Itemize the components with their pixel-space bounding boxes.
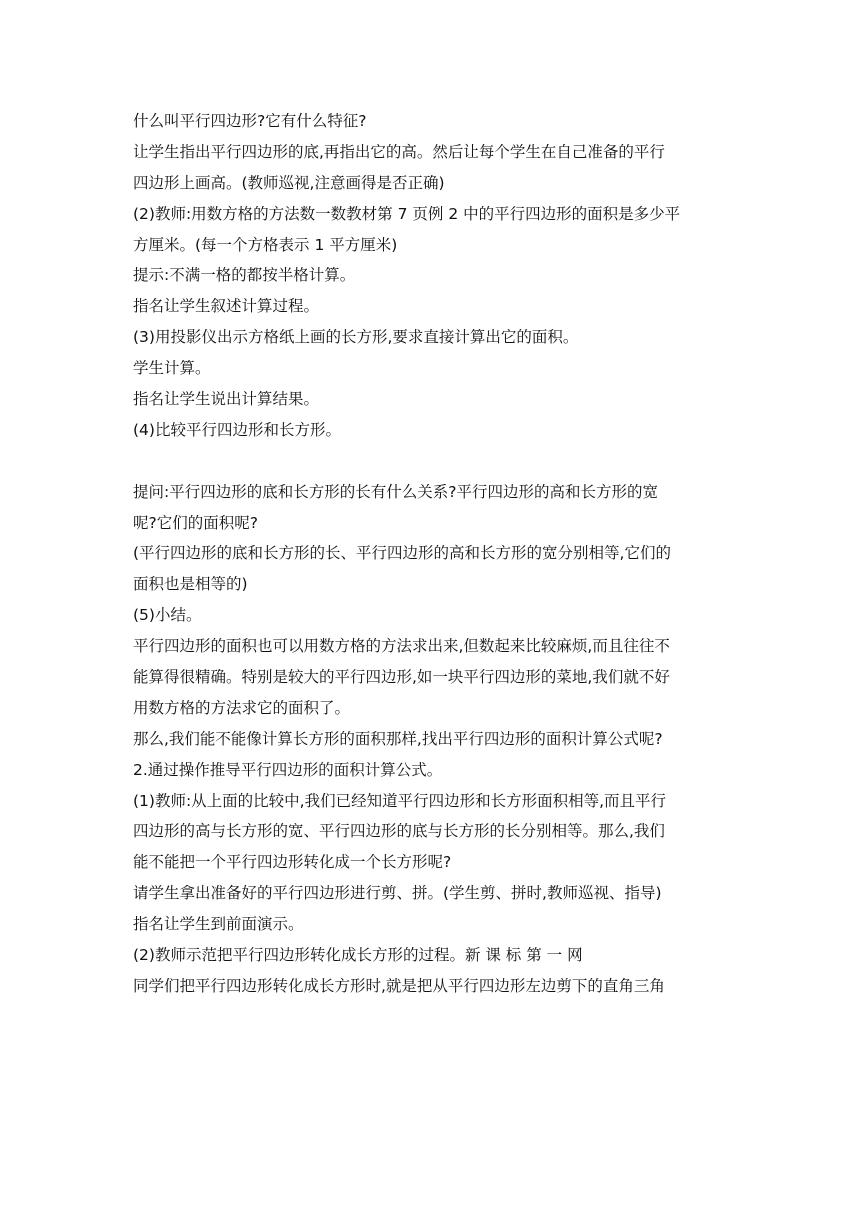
text-line: 提问:平行四边形的底和长方形的长有什么关系?平行四边形的高和长方形的宽	[133, 482, 658, 501]
text-line: 那么,我们能不能像计算长方形的面积那样,找出平行四边形的面积计算公式呢?	[133, 729, 663, 748]
text-line: 学生计算。	[133, 359, 211, 378]
text-line: 能不能把一个平行四边形转化成一个长方形呢?	[133, 853, 452, 872]
text-line: 2.通过操作推导平行四边形的面积计算公式。	[133, 760, 443, 779]
text-line: (4)比较平行四边形和长方形。	[133, 420, 341, 439]
text-line: (1)教师:从上面的比较中,我们已经知道平行四边形和长方形面积相等,而且平行	[133, 791, 667, 810]
text-line: 指名让学生叙述计算过程。	[133, 297, 320, 316]
text-line: 指名让学生说出计算结果。	[133, 390, 320, 409]
text-line: 平行四边形的面积也可以用数方格的方法求出来,但数起来比较麻烦,而且往往不	[133, 637, 670, 656]
text-line: 同学们把平行四边形转化成长方形时,就是把从平行四边形左边剪下的直角三角	[133, 976, 665, 995]
text-line: (2)教师:用数方格的方法数一数教材第 7 页例 2 中的平行四边形的面积是多少平	[133, 204, 681, 223]
text-line: 请学生拿出准备好的平行四边形进行剪、拼。(学生剪、拼时,教师巡视、指导)	[133, 884, 662, 903]
document-body	[133, 106, 733, 1002]
text-line: 用数方格的方法求它的面积了。	[133, 698, 351, 717]
text-line: 面积也是相等的)	[133, 575, 248, 594]
text-line: 四边形上画高。(教师巡视,注意画得是否正确)	[133, 173, 445, 192]
text-line: 提示:不满一格的都按半格计算。	[133, 266, 356, 285]
text-line: (2)教师示范把平行四边形转化成长方形的过程。新 课 标 第 一 网	[133, 946, 583, 965]
text-line: (平行四边形的底和长方形的长、平行四边形的高和长方形的宽分别相等,它们的	[133, 544, 671, 563]
text-line: 四边形的高与长方形的宽、平行四边形的底与长方形的长分别相等。那么,我们	[133, 822, 665, 841]
text-line: (5)小结。	[133, 606, 202, 625]
text-line: 指名让学生到前面演示。	[133, 915, 304, 934]
text-line: 什么叫平行四边形?它有什么特征?	[133, 112, 367, 130]
text-line: (3)用投影仪出示方格纸上画的长方形,要求直接计算出它的面积。	[133, 328, 579, 347]
blank-line	[133, 446, 733, 477]
text-line: 方厘米。(每一个方格表示 1 平方厘米)	[133, 235, 398, 254]
text-line: 让学生指出平行四边形的底,再指出它的高。然后让每个学生在自己准备的平行	[133, 142, 665, 161]
text-line: 能算得很精确。特别是较大的平行四边形,如一块平行四边形的菜地,我们就不好	[133, 668, 670, 687]
text-line: 呢?它们的面积呢?	[133, 513, 258, 532]
